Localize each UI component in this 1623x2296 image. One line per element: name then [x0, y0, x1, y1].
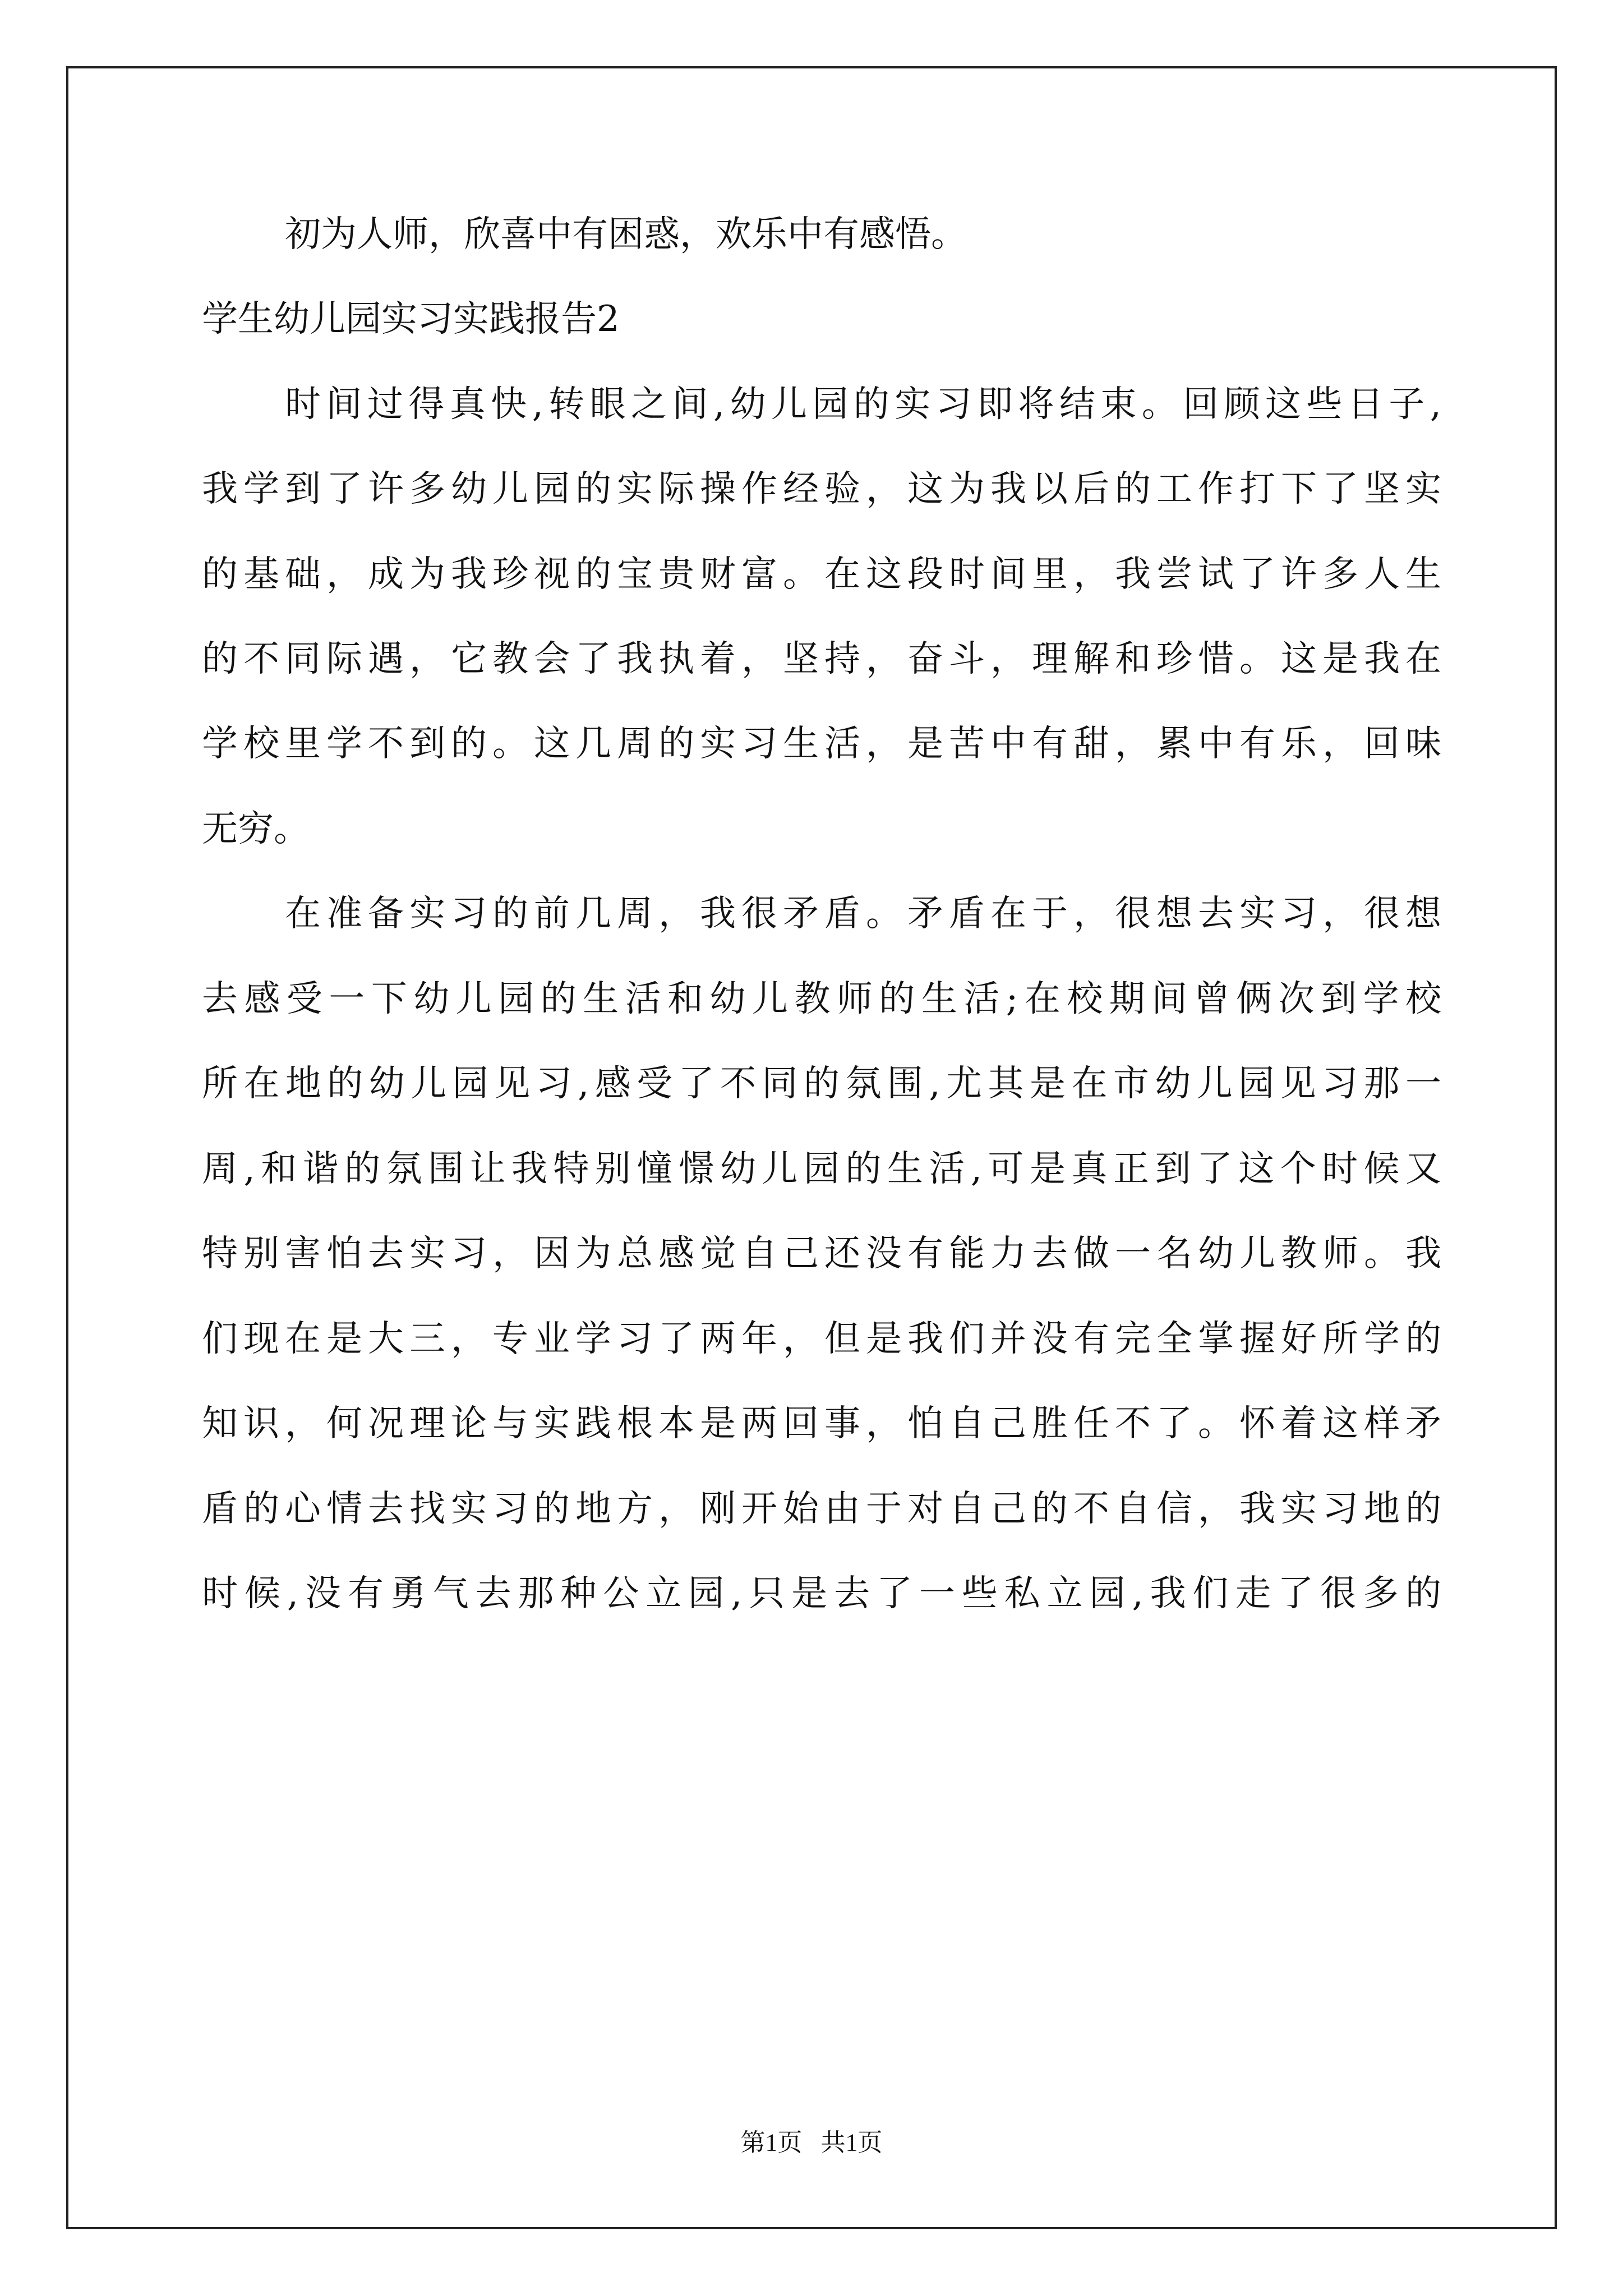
paragraph-line: 时间过得真快,转眼之间,幼儿园的实习即将结束。回顾这些日子, [285, 384, 1441, 425]
paragraph-line: 盾的心情去找实习的地方，刚开始由于对自己的不自信，我实习地的 [202, 1488, 1441, 1530]
paragraph-line: 在准备实习的前几周，我很矛盾。矛盾在于，很想去实习，很想 [285, 893, 1441, 935]
section-heading: 学生幼儿园实习实践报告2 [202, 298, 620, 340]
paragraph-line: 初为人师，欣喜中有困惑，欢乐中有感悟。 [285, 214, 967, 255]
paragraph-line: 们现在是大三，专业学习了两年，但是我们并没有完全掌握好所学的 [202, 1318, 1441, 1360]
paragraph-line: 周,和谐的氛围让我特别憧憬幼儿园的生活,可是真正到了这个时候又 [202, 1148, 1441, 1190]
paragraph-line: 的不同际遇，它教会了我执着，坚持，奋斗，理解和珍惜。这是我在 [202, 638, 1441, 680]
paragraph-line: 我学到了许多幼儿园的实际操作经验，这为我以后的工作打下了坚实 [202, 468, 1441, 510]
paragraph-line: 知识，何况理论与实践根本是两回事，怕自己胜任不了。怀着这样矛 [202, 1403, 1441, 1444]
paragraph-line: 的基础，成为我珍视的宝贵财富。在这段时间里，我尝试了许多人生 [202, 554, 1441, 595]
paragraph-line: 无穷。 [202, 808, 310, 850]
paragraph-line: 特别害怕去实习，因为总感觉自己还没有能力去做一名幼儿教师。我 [202, 1233, 1441, 1274]
paragraph-line: 时候,没有勇气去那种公立园,只是去了一些私立园,我们走了很多的 [202, 1573, 1441, 1614]
paragraph-line: 学校里学不到的。这几周的实习生活，是苦中有甜，累中有乐，回味 [202, 723, 1441, 765]
paragraph-line: 去感受一下幼儿园的生活和幼儿教师的生活;在校期间曾俩次到学校 [202, 978, 1441, 1020]
paragraph-line: 所在地的幼儿园见习,感受了不同的氛围,尤其是在市幼儿园见习那一 [202, 1063, 1441, 1105]
page-number-footer: 第1页 共1页 [740, 2129, 883, 2156]
